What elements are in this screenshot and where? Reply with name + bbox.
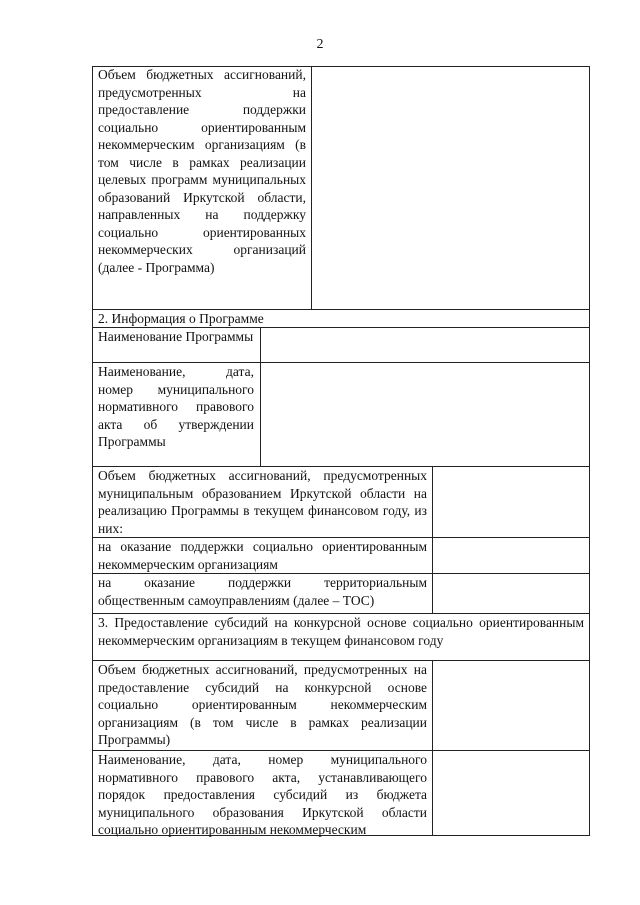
section3-heading: 3. Предоставление субсидий на конкурсной основе социально ориентированным некоммерческим организациям в текущем финансовом году (98, 615, 584, 648)
section2-divider-a (260, 327, 261, 466)
program-act-label: Наименование, дата, номер муниципального нормативного правового акта об утверждении Программы (98, 364, 254, 449)
program-name-label: Наименование Программы (98, 329, 254, 344)
section2-heading: 2. Информация о Программе (98, 311, 264, 326)
support-tos-label: на оказание поддержки территориальным общественным самоуправлениям (далее – ТОС) (98, 575, 427, 608)
subsidy-act-label: Наименование, дата, номер муниципального нормативного правового акта, устанавливающего порядок предоставления субсидий из бюджета муниципального образования Иркутской области социально ориентированным некоммерческим (98, 752, 427, 837)
section1-divider (311, 66, 312, 309)
support-nko-label: на оказание поддержки социально ориентированным некоммерческим организациям (98, 539, 427, 572)
section1-budget-label: Объем бюджетных ассигнований, предусмотренных на предоставление поддержки социально ориентированным некоммерческим организациям (в том числе в рамках реализации целевых программ муниципальных образований Иркутской области, направленных на поддержку социально ориентированных некоммерческих организаций (далее - Программа) (98, 67, 306, 275)
section2-divider-b (432, 466, 433, 613)
section3-divider (432, 660, 433, 836)
subsidy-budget-label: Объем бюджетных ассигнований, предусмотренных на предоставление субсидий на конкурсной основе социально ориентированным некоммерческим организациям (в том числе в рамках реализации Программы) (98, 662, 427, 747)
page-number: 2 (316, 37, 324, 52)
program-budget-label: Объем бюджетных ассигнований, предусмотренных муниципальным образованием Иркутской области на реализацию Программы в текущем финансовом году, из них: (98, 468, 427, 536)
